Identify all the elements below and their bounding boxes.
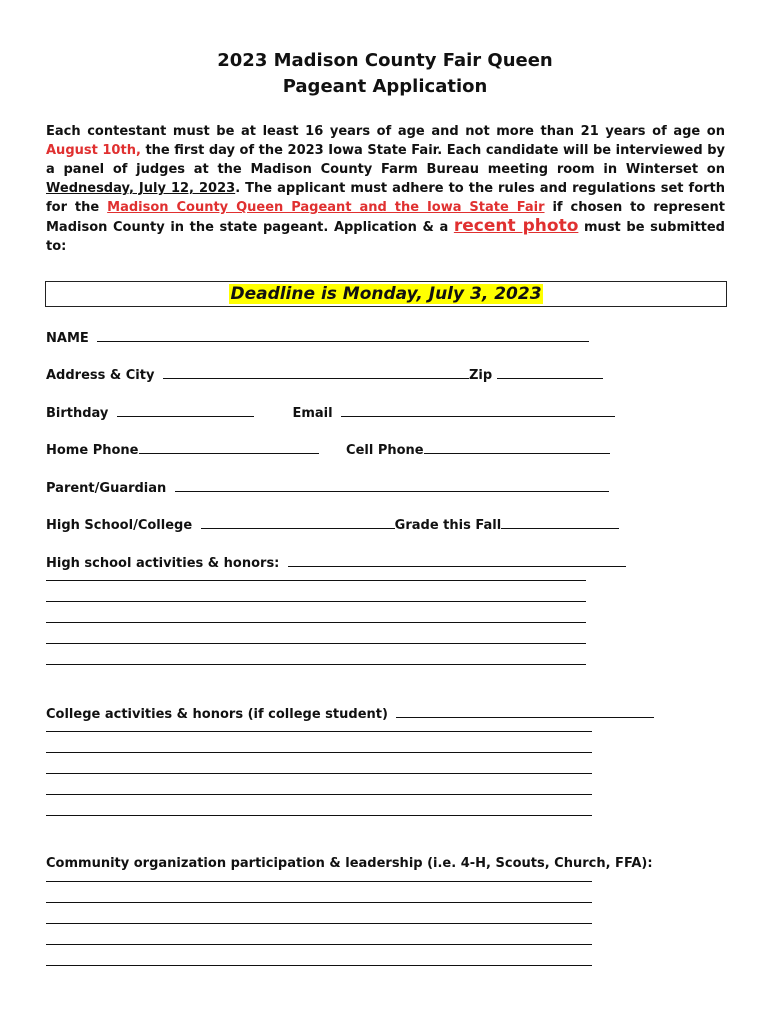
community-line[interactable] [46, 965, 592, 966]
college-activities-line[interactable] [46, 752, 592, 753]
email-label: Email [292, 406, 333, 421]
parent-field[interactable] [175, 480, 609, 492]
deadline-box [45, 281, 727, 307]
college-activities-line[interactable] [46, 773, 592, 774]
college-activities-field[interactable] [396, 706, 654, 718]
interview-date: Wednesday, July 12, 2023 [46, 181, 236, 196]
recent-photo-text: recent photo [453, 216, 579, 236]
community-line[interactable] [46, 923, 592, 924]
cell-phone-label: Cell Phone [346, 443, 424, 458]
fair-start-date: August 10th, [46, 143, 141, 158]
cell-phone-field[interactable] [424, 442, 610, 454]
community-label: Community organization participation & leadership (i.e. 4-H, Scouts, Church, FFA): [46, 856, 653, 871]
birthday-label: Birthday [46, 406, 109, 421]
college-activities-label: College activities & honors (if college student) [46, 707, 388, 722]
parent-label: Parent/Guardian [46, 481, 167, 496]
home-phone-label: Home Phone [46, 443, 139, 458]
hs-activities-line[interactable] [46, 601, 586, 602]
community-line[interactable] [46, 881, 592, 882]
page-title: 2023 Madison County Fair Queen [217, 50, 553, 71]
name-label: NAME [46, 331, 89, 346]
community-line[interactable] [46, 902, 592, 903]
zip-field[interactable] [497, 367, 603, 379]
hs-activities-field[interactable] [288, 555, 626, 567]
home-phone-field[interactable] [139, 442, 319, 454]
deadline-text: Deadline is Monday, July 3, 2023 [230, 284, 542, 304]
address-label: Address & City [46, 368, 155, 383]
address-field[interactable] [163, 367, 469, 379]
hs-activities-line[interactable] [46, 580, 586, 581]
college-activities-line[interactable] [46, 731, 592, 732]
grade-label: Grade this Fall [394, 518, 502, 533]
hs-activities-line[interactable] [46, 664, 586, 665]
school-field[interactable] [201, 517, 395, 529]
college-activities-line[interactable] [46, 794, 592, 795]
hs-activities-line[interactable] [46, 622, 586, 623]
school-label: High School/College [46, 518, 193, 533]
rules-link[interactable]: Madison County Queen Pageant and the Iowa State Fair [107, 200, 545, 215]
name-field[interactable] [97, 330, 589, 342]
hs-activities-label: High school activities & honors: [46, 556, 280, 571]
intro-paragraph: Each contestant must be at least 16 years of age and not more than 21 years of age on August 10th, the first day of the 2023 Iowa State Fair. Each candidate will be interviewed by a panel of judges at the Madison County Farm Bureau meeting room in Winterset on Wednesday, July 12, 2023. The applicant must adhere to the rules and regulations set forth for the Madison County Queen Pageant and the Iowa State Fair if chosen to represent Madison County in the state pageant. Application & a recent photo must be submitted to: [46, 124, 726, 254]
college-activities-line[interactable] [46, 815, 592, 816]
hs-activities-line[interactable] [46, 643, 586, 644]
community-line[interactable] [46, 944, 592, 945]
zip-label: Zip [468, 368, 493, 383]
page-subtitle: Pageant Application [282, 76, 488, 97]
birthday-field[interactable] [117, 405, 254, 417]
email-field[interactable] [341, 405, 615, 417]
grade-field[interactable] [501, 517, 619, 529]
